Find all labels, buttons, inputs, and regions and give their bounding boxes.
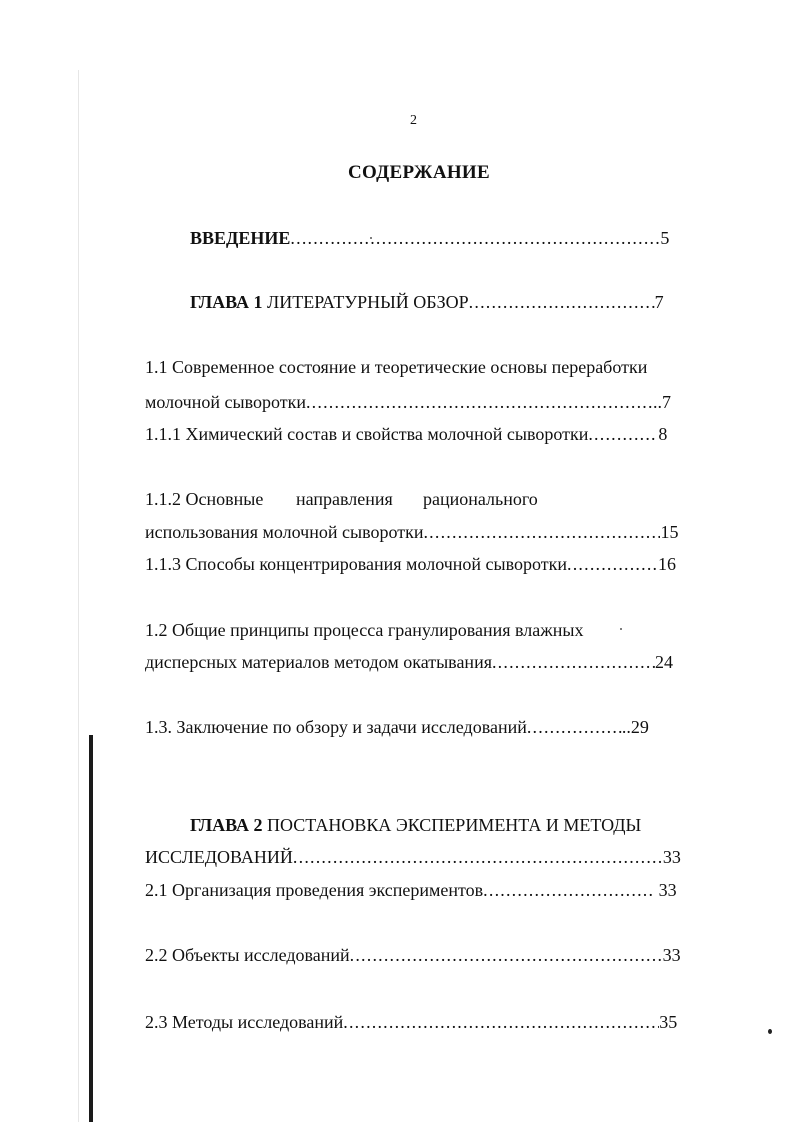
toc-page: 8 [658,424,668,444]
toc-label: 1.1.1 Химический состав и свойства молочной сыворотки [145,424,589,444]
toc-entry-1-2-line1: 1.2 Общие принципы процесса гранулирования влажных [145,620,584,640]
toc-label: 2.2 Объекты исследований [145,945,350,965]
toc-label: 2.3 Методы исследований [145,1012,344,1032]
toc-entry-1-1-2-word2: направления [296,489,393,509]
toc-label: ПОСТАНОВКА ЭКСПЕРИМЕНТА И МЕТОДЫ [267,815,642,835]
toc-entry-2-2 [145,944,681,966]
toc-label: ВВЕДЕНИЕ [190,228,291,248]
leader-dots [567,553,658,575]
toc-entry-chapter-2 [145,846,681,868]
toc-entry-intro [190,227,669,249]
toc-page: 33 [662,945,681,965]
toc-page: 33 [654,880,677,900]
toc-chapter-prefix: ГЛАВА 2 [190,815,263,835]
toc-entry-1-1-1 [145,423,667,445]
toc-page: 35 [659,1012,678,1032]
scan-speck [620,628,622,630]
leader-dots [483,879,654,901]
toc-chapter-prefix: ГЛАВА 1 [190,292,263,312]
leader-dots [343,1011,659,1033]
toc-label: молочной сыворотки [145,392,306,412]
scan-speck [768,1029,772,1034]
toc-entry-1-1-2-word3: рационального [423,489,538,509]
toc-entry-2-3 [145,1011,677,1033]
toc-page: 15 [660,522,679,542]
toc-entry-chapter-2-line1 [190,814,641,836]
toc-entry-1-1-line1: 1.1 Современное состояние и теоретические основы переработки [145,357,648,377]
toc-page: 24 [654,652,673,672]
toc-label: 1.3. Заключение по обзору и задачи исследований [145,717,527,737]
toc-entry-1-1-2 [145,521,678,543]
page-title: СОДЕРЖАНИЕ [348,162,490,183]
toc-label: ИССЛЕДОВАНИЙ [145,847,293,867]
toc-page: 16 [658,554,677,574]
leader-dots [423,521,660,543]
toc-entry-1-2 [145,651,673,673]
toc-label: использования молочной сыворотки [145,522,424,542]
toc-entry-1-1-3 [145,553,676,575]
toc-page: ..29 [621,717,649,737]
leader-dots [293,846,663,868]
toc-entry-chapter-1 [190,291,664,313]
scan-edge-bar [89,735,93,1122]
leader-dots [350,944,663,966]
toc-label: дисперсных материалов методом окатывания [145,652,492,672]
scan-speck [370,237,372,239]
toc-label: ЛИТЕРАТУРНЫЙ ОБЗОР [267,292,469,312]
toc-page: 5 [660,228,670,248]
toc-page: 7 [654,292,664,312]
leader-dots [290,227,660,249]
toc-entry-1-3 [145,716,649,738]
leader-dots [588,423,658,445]
toc-label: 2.1 Организация проведения экспериментов [145,880,484,900]
toc-entry-1-1 [145,391,671,413]
toc-entry-1-1-2-word1: 1.1.2 Основные [145,489,264,509]
toc-entry-2-1 [145,879,677,901]
leader-dots [469,291,655,313]
toc-page: 33 [662,847,681,867]
page-number: 2 [410,113,417,128]
leader-dots [492,651,655,673]
toc-page: ..7 [652,392,671,412]
leader-dots [527,716,622,738]
toc-label: 1.1.3 Способы концентрирования молочной сыворотки [145,554,568,574]
leader-dots [306,391,653,413]
